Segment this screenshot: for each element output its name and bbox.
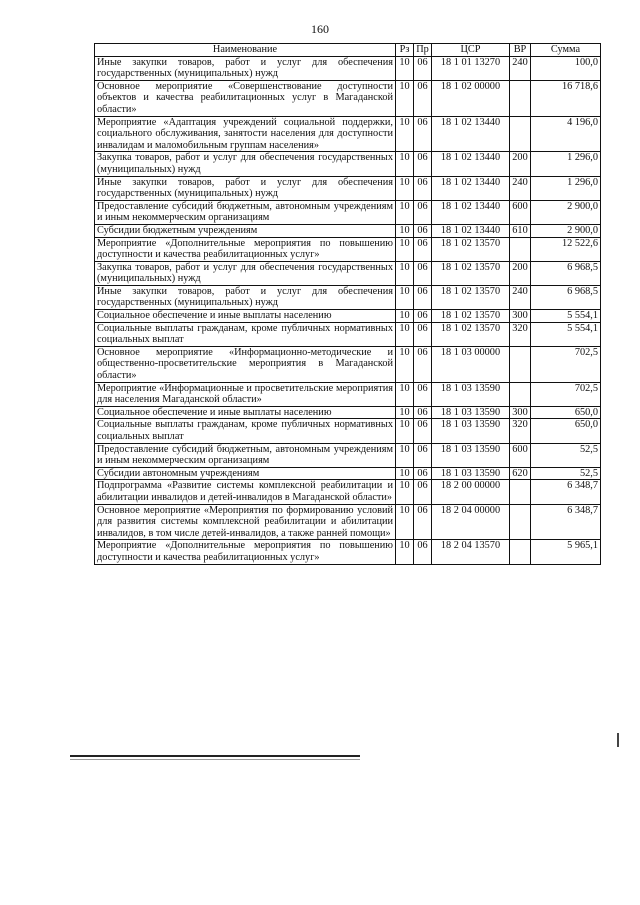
cell-vr: 240 xyxy=(510,285,531,309)
cell-rz: 10 xyxy=(396,310,414,323)
table-body xyxy=(95,56,601,564)
cell-rz: 10 xyxy=(396,540,414,564)
cell-name: Иные закупки товаров, работ и услуг для обеспечения государственных (муниципальных) нужд xyxy=(95,56,396,80)
cell-pr: 06 xyxy=(414,224,432,237)
cell-csr: 18 1 03 13590 xyxy=(432,406,510,419)
table-row xyxy=(95,200,601,224)
table-row xyxy=(95,540,601,564)
cell-csr: 18 1 02 00000 xyxy=(432,80,510,116)
cell-vr: 620 xyxy=(510,467,531,480)
table-row xyxy=(95,261,601,285)
cell-csr: 18 1 01 13270 xyxy=(432,56,510,80)
cell-rz: 10 xyxy=(396,56,414,80)
cell-vr: 200 xyxy=(510,261,531,285)
cell-name: Социальное обеспечение и иные выплаты населению xyxy=(95,310,396,323)
cell-name: Закупка товаров, работ и услуг для обеспечения государственных (муниципальных) нужд xyxy=(95,261,396,285)
table-row xyxy=(95,80,601,116)
table-row xyxy=(95,504,601,540)
cell-pr: 06 xyxy=(414,116,432,152)
cell-pr: 06 xyxy=(414,80,432,116)
cell-sum: 1 296,0 xyxy=(531,176,601,200)
cell-name: Мероприятие «Дополнительные мероприятия по повышению доступности и качества реабилитационных услуг» xyxy=(95,540,396,564)
table-row xyxy=(95,322,601,346)
table-row xyxy=(95,56,601,80)
cell-rz: 10 xyxy=(396,261,414,285)
table-row xyxy=(95,152,601,176)
footer-rule xyxy=(70,755,360,757)
cell-rz: 10 xyxy=(396,419,414,443)
cell-rz: 10 xyxy=(396,200,414,224)
table-row xyxy=(95,310,601,323)
cell-name: Мероприятие «Адаптация учреждений социальной поддержки, социального обслуживания, занятости населения для доступности инвалидам и маломобильным группам населения» xyxy=(95,116,396,152)
cell-name: Субсидии бюджетным учреждениям xyxy=(95,224,396,237)
cell-pr: 06 xyxy=(414,346,432,382)
cell-vr xyxy=(510,346,531,382)
cell-csr: 18 1 02 13440 xyxy=(432,224,510,237)
cell-rz: 10 xyxy=(396,224,414,237)
cell-sum: 6 348,7 xyxy=(531,480,601,504)
cell-sum: 12 522,6 xyxy=(531,237,601,261)
cell-csr: 18 1 02 13440 xyxy=(432,116,510,152)
cell-csr: 18 1 02 13570 xyxy=(432,237,510,261)
cell-pr: 06 xyxy=(414,200,432,224)
cell-pr: 06 xyxy=(414,443,432,467)
table-row xyxy=(95,116,601,152)
cell-vr: 300 xyxy=(510,310,531,323)
cell-csr: 18 1 02 13440 xyxy=(432,200,510,224)
cell-rz: 10 xyxy=(396,285,414,309)
cell-name: Основное мероприятие «Информационно-методические и общественно-просветительские мероприятия в Магаданской области» xyxy=(95,346,396,382)
cell-rz: 10 xyxy=(396,406,414,419)
cell-pr: 06 xyxy=(414,152,432,176)
cell-name: Иные закупки товаров, работ и услуг для обеспечения государственных (муниципальных) нужд xyxy=(95,176,396,200)
cell-name: Субсидии автономным учреждениям xyxy=(95,467,396,480)
header-name: Наименование xyxy=(95,44,396,57)
cell-sum: 1 296,0 xyxy=(531,152,601,176)
cell-rz: 10 xyxy=(396,346,414,382)
cell-csr: 18 1 02 13440 xyxy=(432,176,510,200)
cell-pr: 06 xyxy=(414,310,432,323)
cell-vr xyxy=(510,540,531,564)
cell-sum: 16 718,6 xyxy=(531,80,601,116)
cell-sum: 5 965,1 xyxy=(531,540,601,564)
table-row xyxy=(95,419,601,443)
cell-vr xyxy=(510,480,531,504)
cell-sum: 52,5 xyxy=(531,467,601,480)
cell-name: Социальные выплаты гражданам, кроме публичных нормативных социальных выплат xyxy=(95,419,396,443)
cell-vr xyxy=(510,116,531,152)
table-row xyxy=(95,346,601,382)
cell-name: Предоставление субсидий бюджетным, автономным учреждениям и иным некоммерческим организациям xyxy=(95,443,396,467)
cell-name: Основное мероприятие «Совершенствование доступности объектов и качества реабилитационных услуг в Магаданской области» xyxy=(95,80,396,116)
table-row xyxy=(95,176,601,200)
cell-vr xyxy=(510,504,531,540)
cell-csr: 18 2 04 00000 xyxy=(432,504,510,540)
header-rz: Рз xyxy=(396,44,414,57)
cell-pr: 06 xyxy=(414,419,432,443)
cell-sum: 6 968,5 xyxy=(531,285,601,309)
cell-csr: 18 1 03 00000 xyxy=(432,346,510,382)
cell-sum: 100,0 xyxy=(531,56,601,80)
table-row xyxy=(95,382,601,406)
cell-sum: 5 554,1 xyxy=(531,322,601,346)
header-csr: ЦСР xyxy=(432,44,510,57)
cell-name: Мероприятие «Информационные и просветительские мероприятия для населения Магаданской области» xyxy=(95,382,396,406)
cell-name: Основное мероприятие «Мероприятия по формированию условий для развития системы комплексной реабилитации и абилитации инвалидов, в том числе детей-инвалидов, а также ранней помощи» xyxy=(95,504,396,540)
table-row xyxy=(95,480,601,504)
cell-name: Социальное обеспечение и иные выплаты населению xyxy=(95,406,396,419)
cell-vr: 320 xyxy=(510,322,531,346)
cell-vr: 320 xyxy=(510,419,531,443)
cell-rz: 10 xyxy=(396,480,414,504)
cell-vr: 240 xyxy=(510,176,531,200)
cell-sum: 5 554,1 xyxy=(531,310,601,323)
cell-vr xyxy=(510,80,531,116)
cell-sum: 4 196,0 xyxy=(531,116,601,152)
cell-pr: 06 xyxy=(414,540,432,564)
cell-sum: 650,0 xyxy=(531,406,601,419)
cell-csr: 18 1 02 13570 xyxy=(432,261,510,285)
cell-sum: 650,0 xyxy=(531,419,601,443)
cell-rz: 10 xyxy=(396,467,414,480)
cell-vr xyxy=(510,382,531,406)
cell-csr: 18 1 03 13590 xyxy=(432,419,510,443)
cell-name: Мероприятие «Дополнительные мероприятия по повышению доступности и качества реабилитационных услуг» xyxy=(95,237,396,261)
table-header xyxy=(95,44,601,57)
cell-csr: 18 1 02 13570 xyxy=(432,322,510,346)
cell-rz: 10 xyxy=(396,152,414,176)
cell-sum: 2 900,0 xyxy=(531,224,601,237)
header-sum: Сумма xyxy=(531,44,601,57)
cell-name: Закупка товаров, работ и услуг для обеспечения государственных (муниципальных) нужд xyxy=(95,152,396,176)
cell-vr: 600 xyxy=(510,200,531,224)
cell-pr: 06 xyxy=(414,285,432,309)
table-row xyxy=(95,467,601,480)
cell-pr: 06 xyxy=(414,322,432,346)
cell-rz: 10 xyxy=(396,322,414,346)
scan-edge-mark xyxy=(617,733,619,747)
header-vr: ВР xyxy=(510,44,531,57)
table-row xyxy=(95,443,601,467)
cell-csr: 18 1 02 13440 xyxy=(432,152,510,176)
cell-pr: 06 xyxy=(414,382,432,406)
cell-rz: 10 xyxy=(396,382,414,406)
cell-csr: 18 2 04 13570 xyxy=(432,540,510,564)
page-number: 160 xyxy=(311,22,329,36)
header-row xyxy=(95,44,601,57)
cell-rz: 10 xyxy=(396,237,414,261)
cell-sum: 702,5 xyxy=(531,382,601,406)
table-row xyxy=(95,285,601,309)
cell-vr: 200 xyxy=(510,152,531,176)
cell-vr: 610 xyxy=(510,224,531,237)
cell-csr: 18 1 03 13590 xyxy=(432,443,510,467)
table-row xyxy=(95,224,601,237)
cell-rz: 10 xyxy=(396,80,414,116)
table-row xyxy=(95,406,601,419)
cell-rz: 10 xyxy=(396,116,414,152)
cell-vr: 300 xyxy=(510,406,531,419)
cell-pr: 06 xyxy=(414,176,432,200)
cell-rz: 10 xyxy=(396,176,414,200)
budget-table xyxy=(94,43,601,565)
cell-csr: 18 2 00 00000 xyxy=(432,480,510,504)
table-row xyxy=(95,237,601,261)
header-pr: Пр xyxy=(414,44,432,57)
cell-csr: 18 1 02 13570 xyxy=(432,285,510,309)
cell-pr: 06 xyxy=(414,406,432,419)
cell-vr: 600 xyxy=(510,443,531,467)
cell-sum: 52,5 xyxy=(531,443,601,467)
cell-csr: 18 1 03 13590 xyxy=(432,467,510,480)
cell-name: Иные закупки товаров, работ и услуг для обеспечения государственных (муниципальных) нужд xyxy=(95,285,396,309)
cell-name: Подпрограмма «Развитие системы комплексной реабилитации и абилитации инвалидов и детей-инвалидов в Магаданской области» xyxy=(95,480,396,504)
footer-rule-thin xyxy=(70,759,360,760)
cell-sum: 6 968,5 xyxy=(531,261,601,285)
cell-sum: 702,5 xyxy=(531,346,601,382)
cell-sum: 6 348,7 xyxy=(531,504,601,540)
cell-csr: 18 1 03 13590 xyxy=(432,382,510,406)
cell-rz: 10 xyxy=(396,504,414,540)
cell-name: Социальные выплаты гражданам, кроме публичных нормативных социальных выплат xyxy=(95,322,396,346)
cell-pr: 06 xyxy=(414,480,432,504)
cell-pr: 06 xyxy=(414,237,432,261)
cell-sum: 2 900,0 xyxy=(531,200,601,224)
cell-pr: 06 xyxy=(414,261,432,285)
cell-pr: 06 xyxy=(414,504,432,540)
cell-csr: 18 1 02 13570 xyxy=(432,310,510,323)
cell-pr: 06 xyxy=(414,56,432,80)
cell-name: Предоставление субсидий бюджетным, автономным учреждениям и иным некоммерческим организациям xyxy=(95,200,396,224)
cell-pr: 06 xyxy=(414,467,432,480)
cell-vr xyxy=(510,237,531,261)
cell-rz: 10 xyxy=(396,443,414,467)
cell-vr: 240 xyxy=(510,56,531,80)
